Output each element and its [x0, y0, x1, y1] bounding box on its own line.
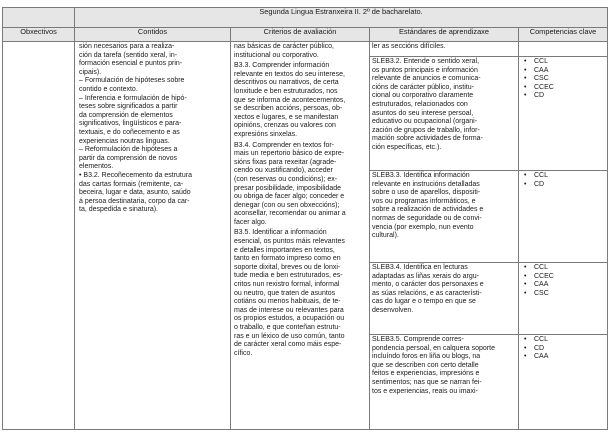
- criteria-line: presar posibilidade, imposibilidade: [234, 184, 342, 192]
- standard-line: normas de seguridade ou de convi-: [372, 214, 482, 222]
- competence-block: [519, 42, 607, 57]
- contents-line: partir da comprensión de novos: [79, 154, 178, 162]
- header-competences: Competencias clave: [519, 28, 608, 42]
- header-contents: Contidos: [75, 28, 231, 42]
- curriculum-table: [2, 7, 608, 430]
- contents-line: beceira, lugar e data, asunto, saúdo: [79, 189, 191, 197]
- standard-line: SLEB3.2. Entende o sentido xeral,: [372, 58, 480, 65]
- criteria-line: esencial, os puntos máis relevantes: [234, 238, 345, 246]
- standard-line: estruturados, relacionados con: [372, 100, 468, 108]
- competence-item: • CCL: [522, 336, 604, 345]
- contents-line: ción da tarefa (sentido xeral, in-: [79, 51, 178, 59]
- header-objectives: Obxectivos: [3, 28, 75, 42]
- standard-line: SLEB3.4. Identifica en lecturas: [372, 264, 468, 271]
- standard-line: relevante en instrucións detalladas: [372, 180, 480, 188]
- standard-line: tos e experiencias, reais ou imaxi-: [372, 387, 478, 395]
- criteria-line: B3.5. Identificar a información: [234, 229, 327, 237]
- competence-item: • CCL: [522, 264, 604, 273]
- standard-line: que se describen con certo detalle: [372, 361, 479, 369]
- header-criteria: Criterios de avaliación: [231, 28, 370, 42]
- competence-item: • CCL: [522, 58, 604, 67]
- competence-item: • CSC: [522, 290, 604, 299]
- contents-line: sión necesarios para a realiza-: [79, 43, 175, 50]
- criteria-line: cotiáns ou menos habituais, de te-: [234, 298, 341, 306]
- standards-column: [370, 42, 518, 428]
- contents-column: [75, 42, 230, 429]
- competence-item: • CCL: [522, 172, 604, 181]
- standard-line: zación de grupos de traballo, infor-: [372, 126, 480, 134]
- criteria-line: tanto en formato impreso como en: [234, 255, 341, 263]
- standard-block: [370, 335, 518, 428]
- standard-line: ción específicas, etc.).: [372, 143, 442, 151]
- table-body-row: [3, 42, 608, 430]
- criteria-line: o traballo, e que conteñan estrutu-: [234, 324, 341, 331]
- standard-line: cións de carácter público, institu-: [372, 83, 474, 91]
- contents-line: – Inferencia e formulación de hipó-: [79, 94, 187, 102]
- criteria-line: ou neutro, que traten de asuntos: [234, 289, 336, 297]
- standard-line: sobre a realización de actividades e: [372, 206, 484, 214]
- contents-line: significativos, lingüísticos e para-: [79, 120, 182, 128]
- criteria-line: cendo ou xustificando), acceder: [234, 167, 333, 175]
- contents-line: contido e contexto.: [79, 85, 138, 93]
- standard-line: desenvolven.: [372, 306, 414, 314]
- standard-line: SLEB3.5. Comprende corres-: [372, 336, 464, 343]
- standard-line: vos ou programas informáticos, e: [372, 197, 476, 205]
- contents-line: experiencias noutras linguas.: [79, 137, 170, 145]
- competence-block: [519, 263, 607, 335]
- competences-column: [519, 42, 607, 428]
- criteria-line: mais un repertorio básico de expre-: [234, 150, 345, 158]
- criteria-line: tude media e ben estruturados, es-: [234, 272, 343, 280]
- header-standards: Estándares de aprendizaxe: [370, 28, 519, 42]
- contents-line: elementos.: [79, 163, 114, 171]
- standard-line: ler as seccións difíciles.: [372, 43, 446, 50]
- criteria-line: soporte dixital, breves ou de lonxi-: [234, 263, 341, 271]
- standard-block: [370, 263, 518, 335]
- standard-block: [370, 57, 518, 171]
- criteria-line: se describen accións, persoas, ob-: [234, 105, 343, 113]
- criteria-line: institucional ou corporativo.: [234, 51, 319, 59]
- column-header-row: [3, 28, 608, 42]
- standard-line: incluíndo foros en liña ou blogs, na: [372, 353, 481, 361]
- standard-line: SLEB3.3. Identifica información: [372, 172, 470, 179]
- contents-line: • B3.2. Recoñecemento da estrutura: [79, 171, 192, 179]
- standard-line: sentimentos; nas que se narran fei-: [372, 378, 482, 386]
- contents-line: ta, despedida e sinatura).: [79, 206, 158, 214]
- standard-line: vencia (por exemplo, nun evento: [372, 223, 474, 231]
- standard-line: relevante de anuncios e comunica-: [372, 75, 481, 83]
- criteria-line: aconsellar, recomendar ou animar a: [234, 210, 346, 218]
- standard-line: adaptadas as liñas xerais do argu-: [372, 272, 480, 280]
- criteria-line: expresións sinxelas.: [234, 130, 298, 138]
- standard-line: educativo ou ocupacional (organi-: [372, 118, 478, 126]
- standard-line: cultural).: [372, 232, 399, 240]
- competence-item: • CAA: [522, 353, 604, 362]
- standard-line: os puntos principais e información: [372, 66, 478, 74]
- table-title: Segunda Lingua Estranxeira II. 2º de bacharelato.: [75, 8, 608, 28]
- contents-line: cipais).: [79, 68, 102, 76]
- criteria-line: os propios estudos, a ocupación ou: [234, 315, 345, 323]
- table-title-row: [3, 8, 608, 28]
- criteria-line: que se informa de acontecementos,: [234, 96, 346, 104]
- standard-block: [370, 42, 518, 57]
- objectives-cell: [3, 42, 75, 430]
- standard-line: asuntos do seu interese persoal,: [372, 109, 474, 117]
- competence-item: • CCEC: [522, 84, 604, 93]
- criteria-column: [231, 42, 369, 429]
- criteria-line: nas básicas de carácter público,: [234, 43, 334, 50]
- contents-line: da comprensión de elementos: [79, 111, 173, 119]
- contents-line: formación esencial e puntos prin-: [79, 60, 183, 68]
- contents-cell: [75, 42, 231, 430]
- criteria-line: denegar (con ou sen obxeccións);: [234, 201, 340, 209]
- criteria-line: ou obriga de facer algo; conceder e: [234, 193, 345, 201]
- criteria-line: B3.3. Comprender información: [234, 62, 330, 70]
- contents-line: á persoa destinataria, corpo da car-: [79, 197, 190, 205]
- standard-line: feitos e experiencias, impresións e: [372, 370, 480, 378]
- standard-line: cas do lugar e o tempo en que se: [372, 298, 476, 306]
- criteria-line: ras e un léxico de uso común, tanto: [234, 332, 345, 340]
- criteria-line: relevante en textos do seu interese,: [234, 70, 345, 78]
- competence-item: • CD: [522, 345, 604, 354]
- criteria-line: mas de interese ou relevantes para: [234, 306, 344, 314]
- criteria-line: de carácter xeral como máis espe-: [234, 341, 342, 349]
- competence-block: [519, 335, 607, 428]
- competence-item: • CD: [522, 92, 604, 101]
- criteria-line: sións fixas para rexeitar (agrade-: [234, 158, 337, 166]
- competence-item: • CD: [522, 181, 604, 190]
- competence-item: • CAA: [522, 281, 604, 290]
- contents-line: – Reformulación de hipóteses a: [79, 146, 178, 154]
- competences-cell: [519, 42, 608, 430]
- criteria-line: xectos e lugares, e se manifestan: [234, 113, 339, 121]
- standard-line: as súas relacións, e as característi-: [372, 289, 482, 297]
- competence-item: • CCEC: [522, 273, 604, 282]
- criteria-line: critos nun rexistro formal, informal: [234, 281, 340, 289]
- contents-line: – Formulación de hipóteses sobre: [79, 77, 185, 85]
- standard-block: [370, 171, 518, 263]
- competence-block: [519, 57, 607, 171]
- criteria-line: opinións, crenzas ou valores con: [234, 122, 336, 130]
- standard-line: mento, o carácter dos personaxes e: [372, 281, 484, 289]
- title-blank-cell: [3, 8, 75, 28]
- standards-cell: [370, 42, 519, 430]
- criteria-line: facer algo.: [234, 218, 267, 226]
- criteria-cell: [231, 42, 370, 430]
- criteria-line: (con reservas ou condicións); ex-: [234, 175, 338, 183]
- criteria-line: cífico.: [234, 349, 253, 357]
- criteria-line: descritivos ou narrativos, de certa: [234, 79, 339, 87]
- standard-line: sobre o uso de aparellos, dispositi-: [372, 189, 481, 197]
- competence-item: • CAA: [522, 67, 604, 76]
- criteria-line: B3.4. Comprender en textos for-: [234, 141, 334, 149]
- contents-line: das cartas formais (remitente, ca-: [79, 180, 184, 188]
- competence-item: • CSC: [522, 75, 604, 84]
- contents-line: textuais, e do coñecemento e as: [79, 128, 180, 136]
- contents-line: teses sobre significados a partir: [79, 103, 178, 111]
- competence-block: [519, 171, 607, 263]
- standard-line: cional ou corporativo claramente: [372, 92, 474, 100]
- standard-line: mación sobre actividades de forma-: [372, 135, 483, 143]
- standard-line: pondencia persoal, en calquera soporte: [372, 344, 495, 352]
- criteria-line: lonxitude e ben estruturados, nos: [234, 87, 338, 95]
- criteria-line: e detalles importantes en textos,: [234, 246, 335, 254]
